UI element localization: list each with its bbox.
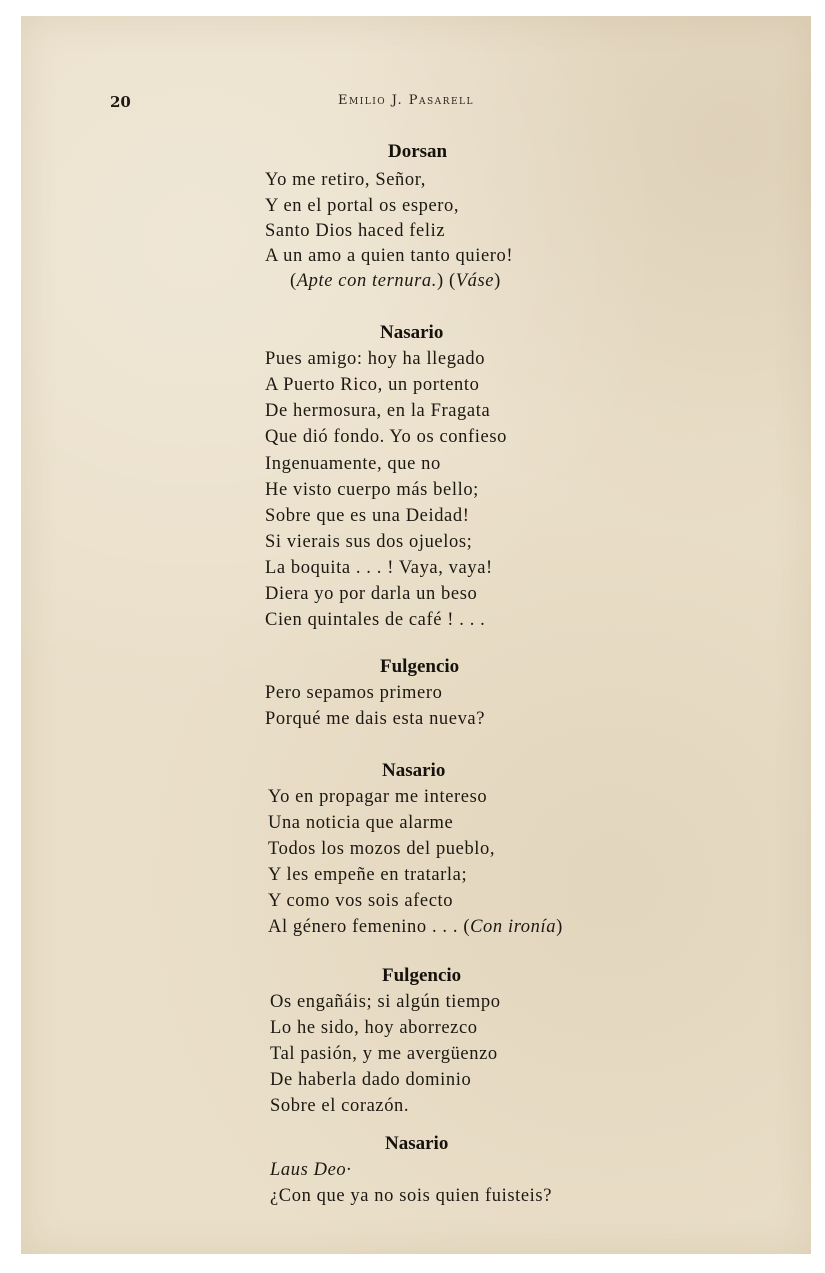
verse-line: Yo en propagar me intereso — [268, 787, 488, 807]
verse-line: Cien quintales de café ! . . . — [265, 610, 486, 630]
stage-direction: (Apte con ternura.) (Váse) — [290, 271, 501, 291]
verse-line-italic: Laus Deo· — [270, 1160, 352, 1180]
speaker-name: Fulgencio — [380, 656, 460, 677]
verse-line: ¿Con que ya no sois quien fuisteis? — [270, 1186, 553, 1206]
verse-line: Que dió fondo. Yo os confieso — [265, 427, 507, 447]
verse-line: Diera yo por darla un beso — [265, 584, 478, 604]
verse-line: Sobre que es una Deidad! — [265, 506, 470, 526]
speaker-name: Nasario — [380, 322, 444, 343]
verse-line: Sobre el corazón. — [270, 1096, 410, 1116]
verse-line: Ingenuamente, que no — [265, 454, 441, 474]
verse-line: Porqué me dais esta nueva? — [265, 709, 486, 729]
verse-line: Santo Dios haced feliz — [265, 221, 446, 241]
verse-line: A un amo a quien tanto quiero! — [265, 246, 514, 266]
verse-line: Yo me retiro, Señor, — [265, 170, 426, 190]
verse-line: He visto cuerpo más bello; — [265, 480, 479, 500]
verse-line: Y como vos sois afecto — [268, 891, 454, 911]
verse-line: Os engañáis; si algún tiempo — [270, 992, 501, 1012]
speaker-name: Nasario — [385, 1133, 449, 1154]
verse-line: Tal pasión, y me avergüenzo — [270, 1044, 498, 1064]
verse-line: Pues amigo: hoy ha llegado — [265, 349, 486, 369]
verse-line: La boquita . . . ! Vaya, vaya! — [265, 558, 493, 578]
verse-line: Pero sepamos primero — [265, 683, 443, 703]
speaker-name: Dorsan — [388, 141, 448, 162]
verse-line: Lo he sido, hoy aborrezco — [270, 1018, 478, 1038]
verse-line: De haberla dado dominio — [270, 1070, 472, 1090]
verse-line-with-direction: Al género femenino . . . (Con ironía) — [268, 917, 563, 937]
verse-line: De hermosura, en la Fragata — [265, 401, 491, 421]
verse-line: Y les empeñe en tratarla; — [268, 865, 468, 885]
speaker-name: Nasario — [382, 760, 446, 781]
verse-line: A Puerto Rico, un portento — [265, 375, 480, 395]
page-number: 20 — [110, 93, 131, 111]
verse-line: Y en el portal os espero, — [265, 196, 460, 216]
running-title: Emilio J. Pasarell — [338, 93, 474, 108]
verse-line: Una noticia que alarme — [268, 813, 454, 833]
speaker-name: Fulgencio — [382, 965, 462, 986]
verse-line: Todos los mozos del pueblo, — [268, 839, 496, 859]
verse-line: Si vierais sus dos ojuelos; — [265, 532, 473, 552]
